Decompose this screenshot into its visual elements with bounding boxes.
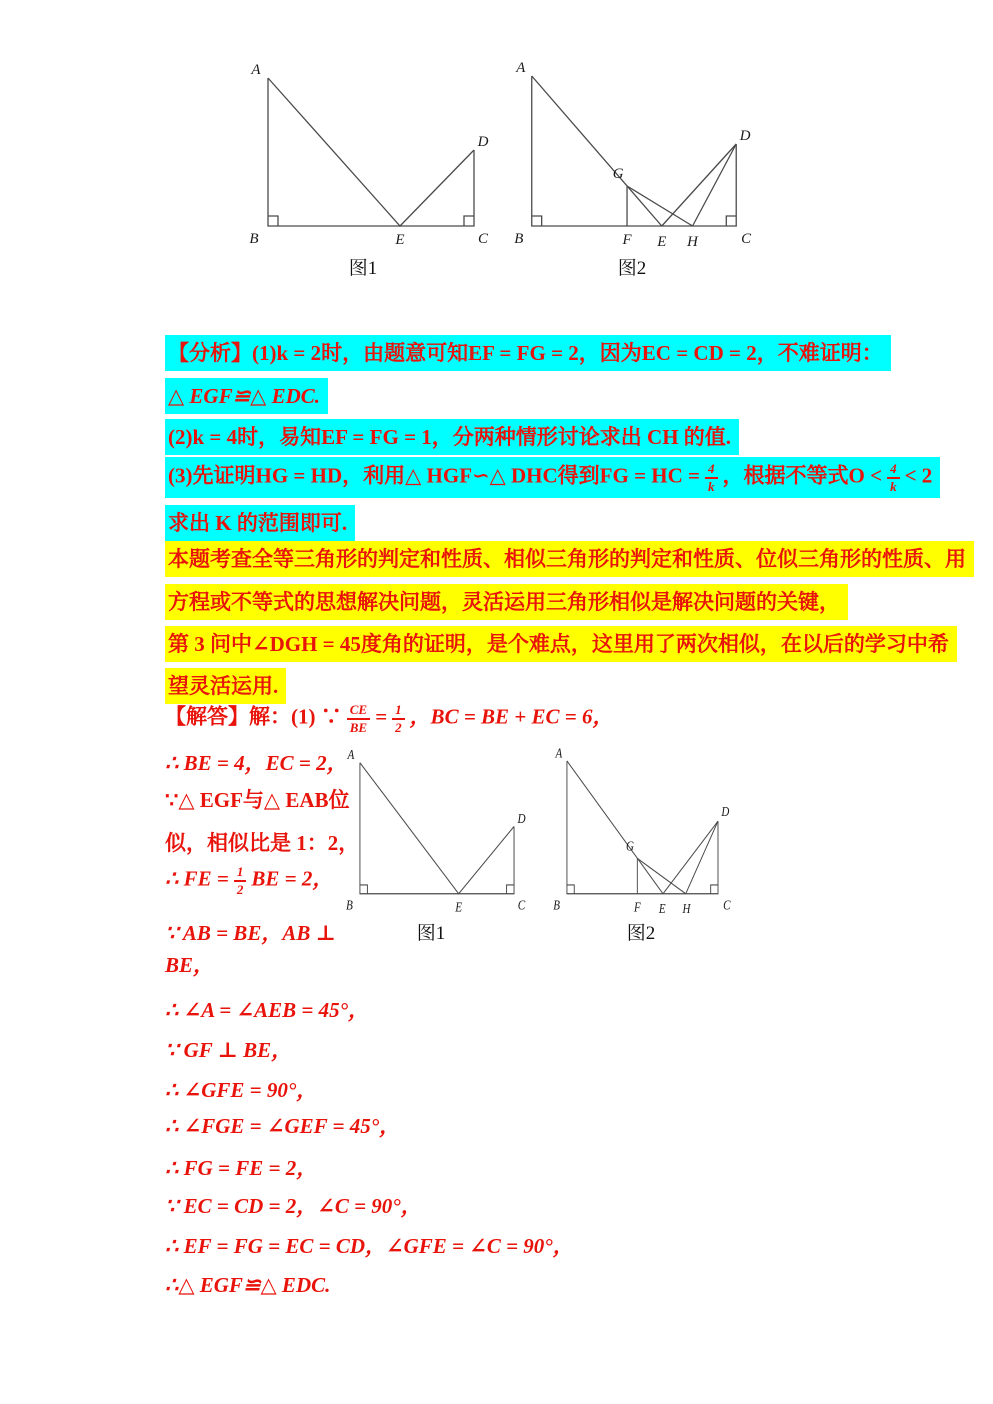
right-angle-mark-C [507, 885, 514, 894]
solution-line-10: ∴ ∠FGE = ∠GEF = 45°， [165, 1114, 401, 1138]
vertex-label-F: F [633, 899, 641, 915]
solution-line-14: ∴△ EGF≌△ EDC. [165, 1273, 331, 1297]
fraction-4-over-k: $\frac{4}{k}$ [705, 462, 718, 493]
vertex-label-A: A [251, 62, 261, 78]
solution-line-1: ∴ BE = 4，EC = 2， [165, 751, 348, 775]
fig1-diagram [330, 745, 532, 915]
fig2-outline [567, 761, 718, 894]
vertex-label-F: F [622, 231, 632, 249]
analysis-line-4 [165, 457, 940, 498]
comment-text: 第 3 问中∠DGH = 45度角的证明，是个难点，这里用了两次相似，在以后的学习中希 [165, 626, 957, 662]
vertex-label-D: D [477, 134, 489, 150]
right-angle-mark-B [532, 216, 542, 226]
vertex-label-E: E [455, 899, 463, 915]
solution-line-4: ∴ FE = $\frac{1}{2}$ BE = 2， [165, 864, 334, 897]
fig2-diagram [498, 58, 766, 250]
analysis-text: 求出 K 的范围即可. [165, 505, 355, 541]
vertex-label-C: C [517, 897, 526, 913]
comment-line-1 [165, 541, 974, 577]
vertex-label-E: E [657, 233, 667, 250]
solution-line-6: BE， [165, 953, 215, 977]
fig1-diagram [228, 58, 498, 250]
fig1-diagonals [268, 78, 474, 226]
comment-text: 本题考查全等三角形的判定和性质、相似三角形的判定和性质、位似三角形的性质、用 [165, 541, 974, 577]
vertex-label-C: C [477, 231, 489, 247]
fraction-1-over-2: $\frac{1}{2}$ [234, 865, 247, 896]
vertex-label-H: H [682, 901, 691, 915]
fig2-line-AE [532, 76, 662, 226]
figure-2-top [498, 58, 766, 280]
vertex-label-D: D [517, 811, 526, 827]
fig2-line-AE [567, 761, 663, 894]
comment-line-2 [165, 584, 848, 620]
analysis-line-3 [165, 419, 739, 455]
right-angle-mark-B [268, 216, 278, 226]
right-angle-mark-C [726, 216, 736, 226]
right-angle-mark-C [711, 885, 718, 894]
comment-text: 方程或不等式的思想解决问题，灵活运用三角形相似是解决问题的关键， [165, 584, 848, 620]
figure2-caption: 图2 [626, 923, 656, 944]
vertex-label-G: G [612, 165, 624, 183]
analysis-text: △ EGF≌△ EDC. [165, 378, 328, 414]
solution-line-11: ∴ FG = FE = 2， [165, 1156, 318, 1180]
figure-1-top [228, 58, 498, 280]
vertex-label-G: G [626, 838, 634, 854]
figure-2-solution [542, 745, 740, 945]
figure-1-solution [330, 745, 532, 945]
analysis-text: (2)k = 4时，易知EF = FG = 1，分两种情形讨论求出 CH 的值. [165, 419, 739, 455]
right-angle-mark-B [567, 885, 574, 894]
solution-line-5: ∵ AB = BE，AB ⊥ [165, 921, 336, 945]
right-angle-mark-C [464, 216, 474, 226]
vertex-label-D: D [721, 803, 730, 820]
comment-line-4 [165, 668, 286, 704]
vertex-label-H: H [687, 233, 698, 250]
analysis-line-2 [165, 378, 328, 414]
right-angle-mark-B [360, 885, 367, 894]
vertex-label-B: B [249, 231, 259, 247]
analysis-line-1 [165, 335, 891, 371]
vertex-label-E: E [395, 232, 405, 248]
vertex-label-B: B [514, 230, 524, 248]
vertex-label-B: B [346, 897, 353, 913]
vertex-label-A: A [516, 59, 526, 77]
vertex-label-D: D [739, 127, 751, 145]
fig2-diagram [542, 745, 740, 915]
vertex-label-C: C [741, 230, 752, 248]
comment-line-3 [165, 626, 957, 662]
fraction-1-over-2: $\frac{1}{2}$ [392, 703, 405, 734]
fig1-outline [360, 763, 514, 894]
solution-line-9: ∴ ∠GFE = 90°， [165, 1078, 318, 1102]
comment-text: 望灵活运用. [165, 668, 286, 704]
solution-line-12: ∵ EC = CD = 2，∠C = 90°， [165, 1194, 422, 1218]
vertex-label-C: C [723, 897, 731, 913]
solution-line-8: ∵ GF ⊥ BE， [165, 1038, 293, 1062]
fraction-4-over-k: $\frac{4}{k}$ [887, 462, 900, 493]
vertex-label-A: A [347, 747, 355, 763]
fig2-line-GH [627, 186, 693, 226]
figure2-caption: 图2 [617, 258, 647, 279]
solution-line-7: ∴ ∠A = ∠AEB = 45°， [165, 998, 370, 1022]
vertex-label-A: A [555, 745, 563, 761]
figure1-caption: 图1 [348, 258, 378, 279]
fig2-outline [532, 76, 736, 226]
fig2-line-GH [637, 858, 685, 893]
analysis-line-5 [165, 505, 355, 541]
analysis-text: (3)先证明HG = HD，利用△ HGF∽△ DHC得到FG = HC = $\frac{4}{k}$ ，根据不等式O < $\frac{4}{k}$ < 2 [165, 457, 940, 498]
vertex-label-B: B [553, 897, 561, 913]
solution-line-3: 似，相似比是 1：2， [165, 831, 360, 855]
solution-line-13: ∴ EF = FG = EC = CD，∠GFE = ∠C = 90°， [165, 1234, 574, 1258]
fig1-outline [268, 78, 474, 226]
solution-line-2: ∵△ EGF与△ EAB位 [165, 788, 350, 812]
fraction-CE-over-BE: $\frac{CE}{BE}$ [347, 703, 370, 734]
fig1-diagonals [360, 763, 514, 894]
figure1-caption: 图1 [416, 923, 446, 944]
analysis-text: 【分析】(1)k = 2时，由题意可知EF = FG = 2，因为EC = CD = 2，不难证明： [165, 335, 891, 371]
vertex-label-E: E [658, 901, 666, 915]
solution-header: 【解答】解：(1) ∵ $\frac{CE}{BE}$ = $\frac{1}{2}$ ，BC = BE + EC = 6， [165, 702, 614, 735]
